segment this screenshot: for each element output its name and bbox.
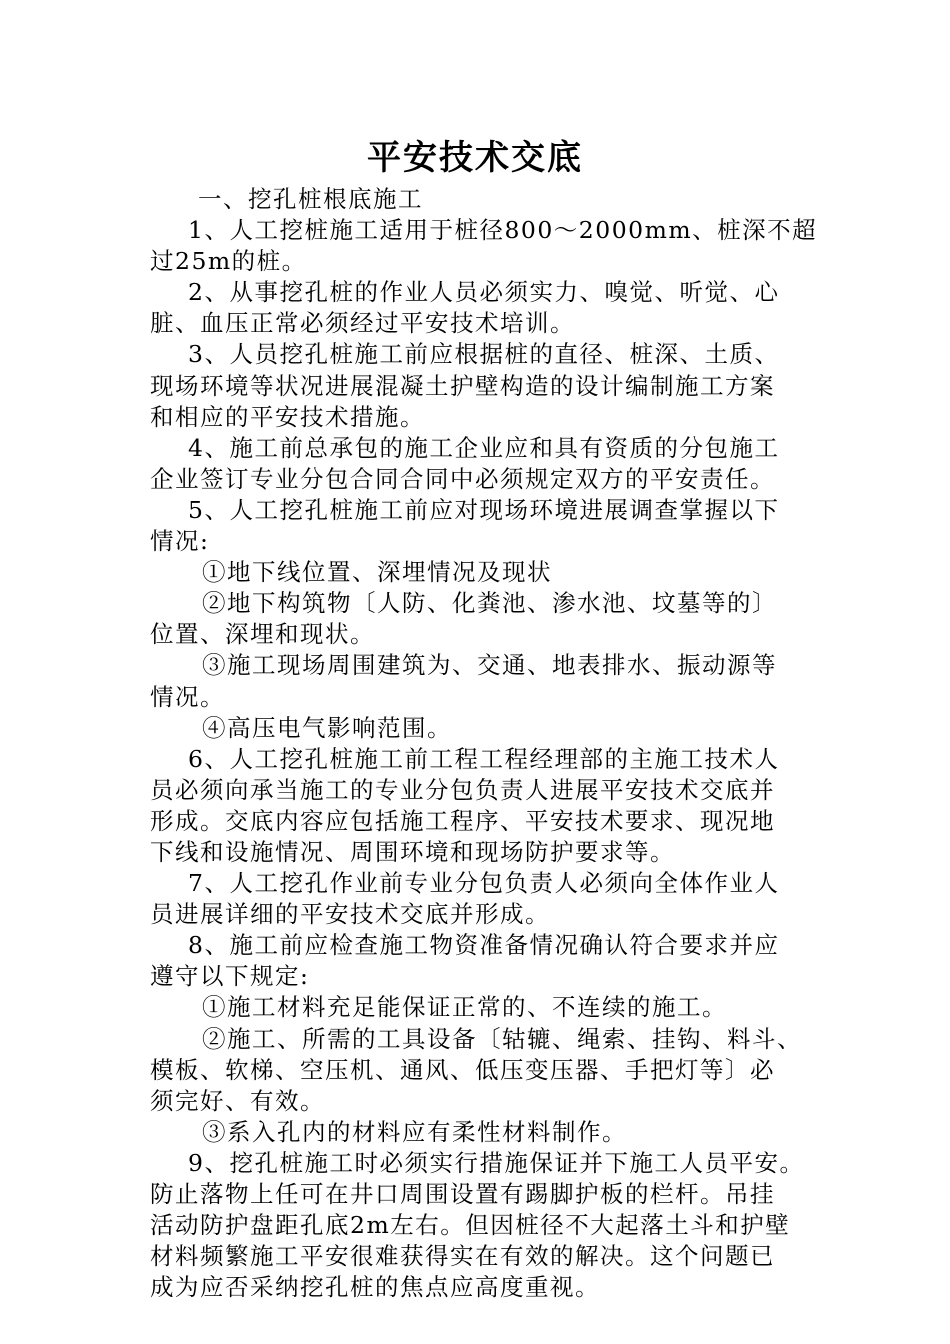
paragraph-line: 6、人工挖孔桩施工前工程工程经理部的主施工技术人 — [188, 744, 780, 773]
paragraph-line: 8、施工前应检查施工物资准备情况确认符合要求并应 — [188, 931, 780, 960]
list-item: ③系入孔内的材料应有柔性材料制作。 — [202, 1117, 627, 1146]
paragraph-line: 情况: — [150, 527, 210, 556]
paragraph-line: 和相应的平安技术措施。 — [150, 402, 425, 431]
document-title: 平安技术交底 — [367, 138, 583, 178]
paragraph-line: 员进展详细的平安技术交底并形成。 — [150, 900, 550, 929]
paragraph-line: 脏、血压正常必须经过平安技术培训。 — [150, 309, 575, 338]
list-item-continuation: 模板、软梯、空压机、通风、低压变压器、手把灯等〕必 — [150, 1055, 775, 1084]
paragraph-line: 7、人工挖孔作业前专业分包负责人必须向全体作业人 — [188, 869, 780, 898]
paragraph-line: 过25m的桩。 — [150, 247, 307, 276]
list-item: ④高压电气影响范围。 — [202, 713, 452, 742]
section-heading: 一、挖孔桩根底施工 — [198, 185, 423, 213]
list-item: ③施工现场周围建筑为、交通、地表排水、振动源等 — [202, 651, 777, 680]
paragraph-line: 活动防护盘距孔底2m左右。但因桩径不大起落土斗和护壁 — [150, 1211, 791, 1240]
list-item-continuation: 位置、深埋和现状。 — [150, 620, 375, 649]
paragraph-line: 1、人工挖桩施工适用于桩径800～2000mm、桩深不超 — [188, 216, 818, 245]
paragraph-line: 成为应否采纳挖孔桩的焦点应高度重视。 — [150, 1273, 600, 1302]
paragraph-line: 形成。交底内容应包括施工程序、平安技术要求、现况地 — [150, 806, 775, 835]
paragraph-line: 4、施工前总承包的施工企业应和具有资质的分包施工 — [188, 433, 780, 462]
paragraph-line: 3、人员挖孔桩施工前应根据桩的直径、桩深、土质、 — [188, 340, 780, 369]
paragraph-line: 9、挖孔桩施工时必须实行措施保证并下施工人员平安。 — [188, 1148, 805, 1177]
paragraph-line: 现场环境等状况进展混凝土护壁构造的设计编制施工方案 — [150, 371, 775, 400]
paragraph-line: 企业签订专业分包合同合同中必须规定双方的平安责任。 — [150, 464, 775, 493]
paragraph-line: 材料频繁施工平安很难获得实在有效的解决。这个问题已 — [150, 1242, 775, 1271]
paragraph-line: 防止落物上任可在井口周围设置有踢脚护板的栏杆。吊挂 — [150, 1180, 775, 1208]
paragraph-line: 员必须向承当施工的专业分包负责人进展平安技术交底并 — [150, 775, 775, 804]
list-item: ②地下构筑物〔人防、化粪池、渗水池、坟墓等的〕 — [202, 589, 777, 618]
list-item: ②施工、所需的工具设备〔轱辘、绳索、挂钩、料斗、 — [202, 1024, 802, 1053]
list-item: ①地下线位置、深埋情况及现状 — [202, 558, 552, 587]
paragraph-line: 遵守以下规定: — [150, 962, 310, 991]
list-item-continuation: 须完好、有效。 — [150, 1086, 325, 1115]
list-item-continuation: 情况。 — [150, 682, 225, 711]
document-body — [150, 184, 818, 1303]
paragraph-line: 5、人工挖孔桩施工前应对现场环境进展调查掌握以下 — [188, 495, 780, 524]
paragraph-line: 2、从事挖孔桩的作业人员必须实力、嗅觉、听觉、心 — [188, 278, 780, 307]
list-item: ①施工材料充足能保证正常的、不连续的施工。 — [202, 993, 727, 1022]
paragraph-line: 下线和设施情况、周围环境和现场防护要求等。 — [150, 837, 675, 866]
